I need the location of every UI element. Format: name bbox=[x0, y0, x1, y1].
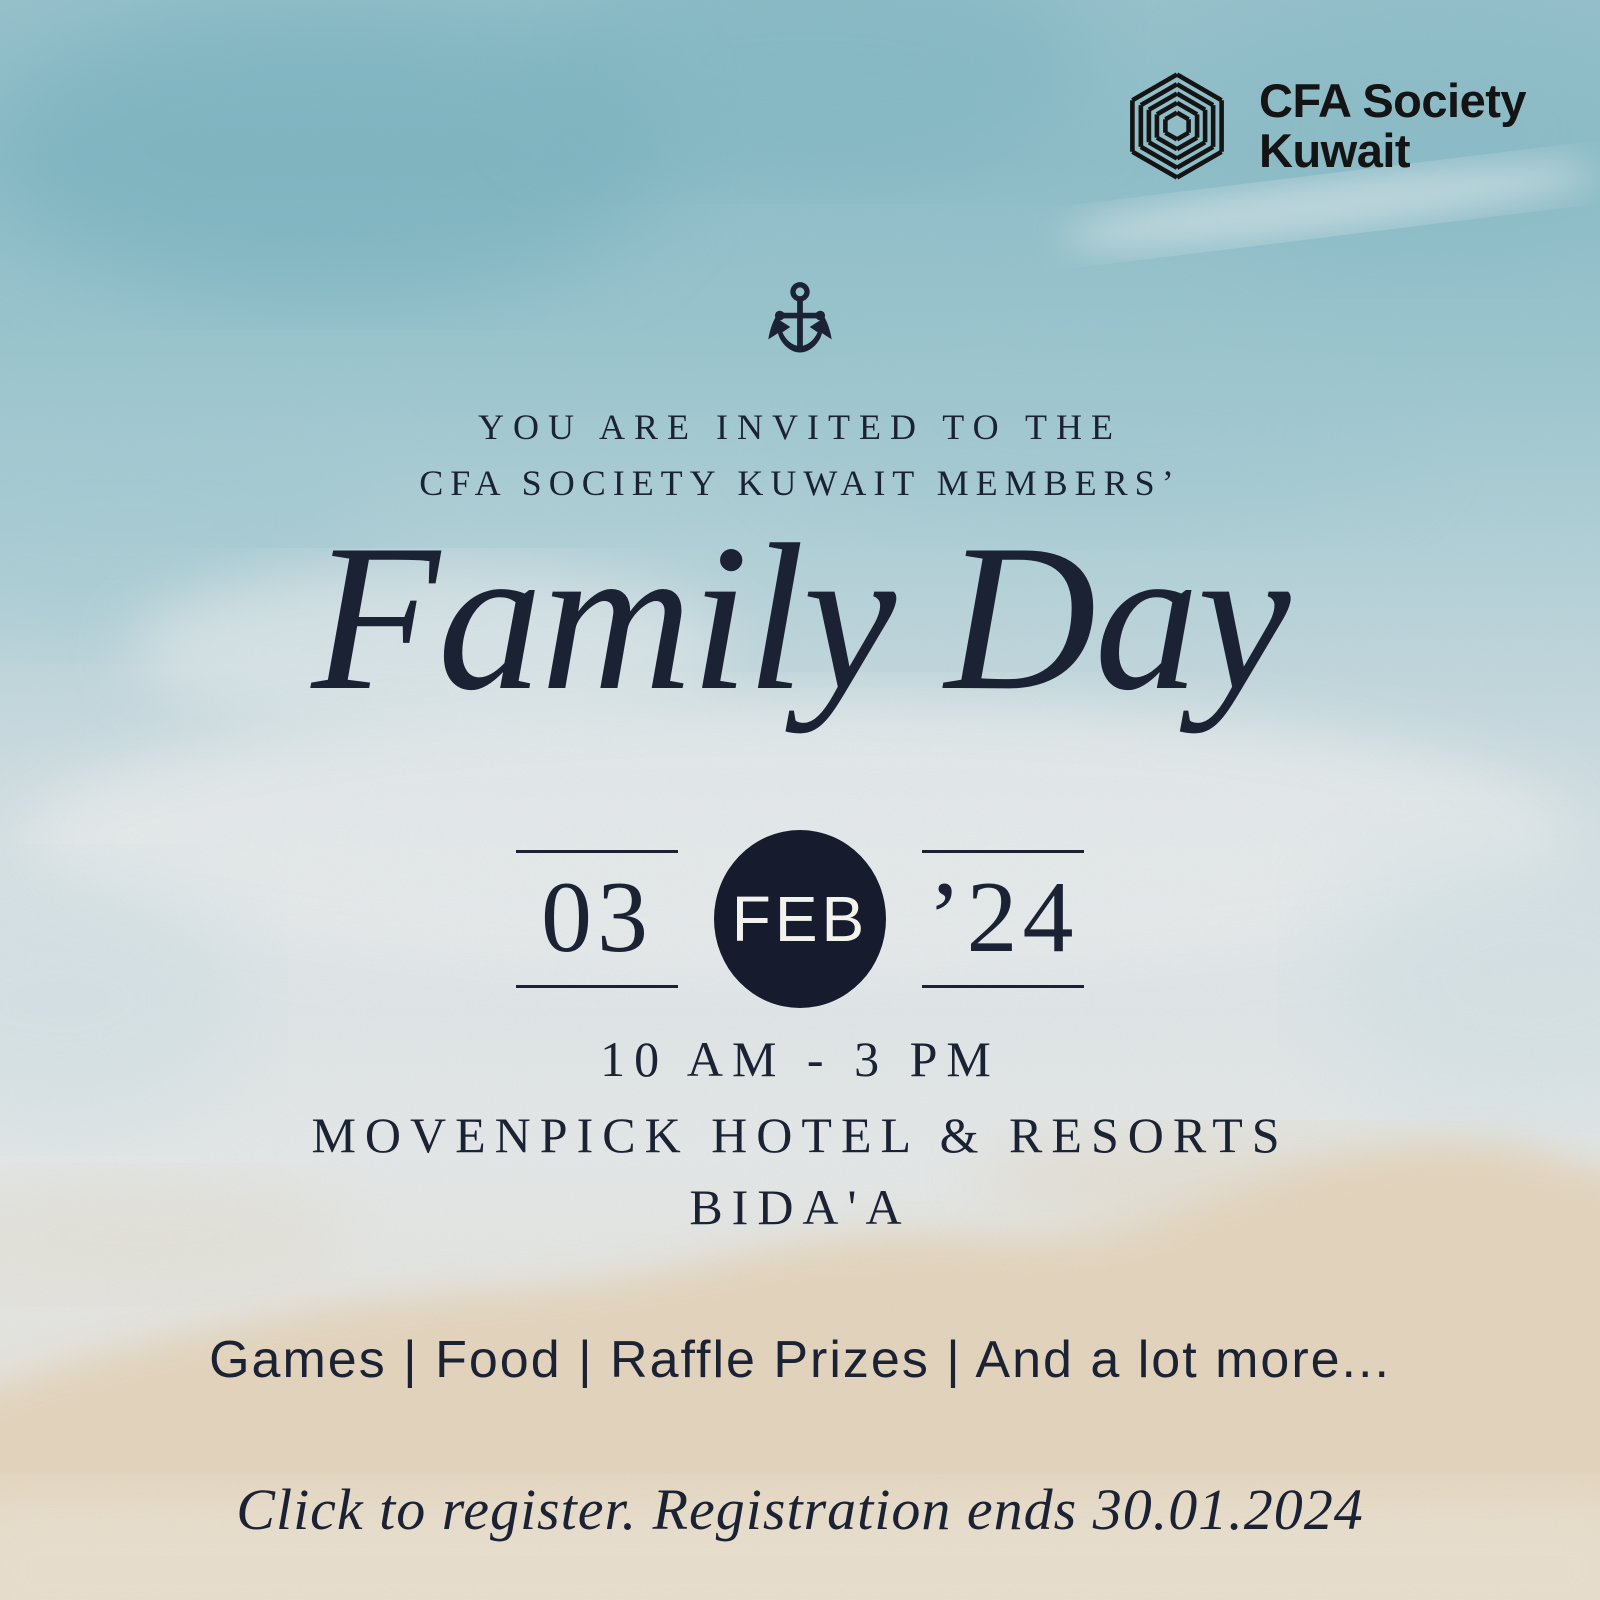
event-venue: MOVENPICK HOTEL & RESORTS bbox=[311, 1107, 1289, 1163]
date-year-block bbox=[922, 850, 1084, 988]
features-line: Games | Food | Raffle Prizes | And a lot more... bbox=[209, 1331, 1391, 1389]
cfa-society-kuwait-logo bbox=[1121, 70, 1526, 182]
event-title: Family Day bbox=[311, 502, 1289, 734]
anchor-icon bbox=[756, 276, 844, 378]
rule-bottom-left bbox=[516, 985, 678, 988]
event-area: BIDA'A bbox=[689, 1179, 911, 1235]
logo-wordmark bbox=[1259, 76, 1526, 176]
date-day-block bbox=[516, 850, 678, 988]
date-year: ’24 bbox=[927, 861, 1079, 974]
intro-line-1: YOU ARE INVITED TO THE bbox=[478, 407, 1122, 447]
intro-line-2: CFA SOCIETY KUWAIT MEMBERS’ bbox=[419, 463, 1181, 503]
event-time: 10 AM - 3 PM bbox=[600, 1031, 1000, 1087]
rule-bottom-right bbox=[922, 985, 1084, 988]
logo-line2: Kuwait bbox=[1259, 124, 1411, 177]
logo-line1: CFA Society bbox=[1259, 74, 1526, 128]
date-badge bbox=[516, 830, 1084, 1008]
date-month: FEB bbox=[731, 883, 869, 955]
cfa-pinwheel-icon bbox=[1121, 70, 1233, 182]
date-month-circle bbox=[714, 830, 886, 1008]
date-day: 03 bbox=[541, 861, 653, 974]
register-link[interactable]: Click to register. Registration ends 30.01.2024 bbox=[236, 1477, 1364, 1542]
